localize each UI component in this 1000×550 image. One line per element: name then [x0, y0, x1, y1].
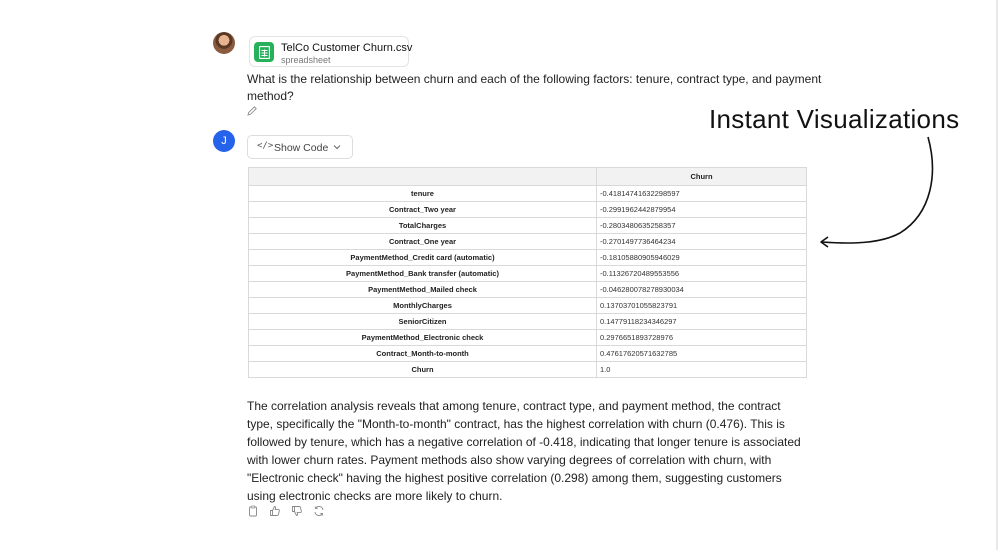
row-label: Contract_One year [249, 234, 597, 250]
row-label: PaymentMethod_Bank transfer (automatic) [249, 266, 597, 282]
row-value: 0.2976651893728976 [597, 330, 807, 346]
row-value: 0.47617620571632785 [597, 346, 807, 362]
row-value: -0.18105880905946029 [597, 250, 807, 266]
table-row [249, 234, 807, 250]
spreadsheet-icon [254, 42, 274, 62]
row-label: Churn [249, 362, 597, 378]
user-question: What is the relationship between churn and each of the following factors: tenure, contract type, and payment method? [247, 72, 822, 103]
correlation-table [248, 167, 807, 378]
row-value: 0.13703701055823791 [597, 298, 807, 314]
table-row [249, 346, 807, 362]
row-label: TotalCharges [249, 218, 597, 234]
table-row [249, 282, 807, 298]
attachment-file-name: TelCo Customer Churn.csv [281, 42, 413, 54]
row-value: -0.2701497736464234 [597, 234, 807, 250]
row-value: -0.41814741632298597 [597, 186, 807, 202]
table-header-churn: Churn [597, 168, 807, 186]
refresh-icon[interactable] [313, 505, 325, 517]
row-label: PaymentMethod_Electronic check [249, 330, 597, 346]
chevron-down-icon [333, 144, 341, 150]
table-header-index [249, 168, 597, 186]
row-value: -0.2803480635258357 [597, 218, 807, 234]
table-row [249, 202, 807, 218]
row-label: PaymentMethod_Mailed check [249, 282, 597, 298]
show-code-label: Show Code [274, 142, 329, 154]
table-row [249, 362, 807, 378]
table-row [249, 330, 807, 346]
thumbs-down-icon[interactable] [291, 505, 303, 517]
row-label: Contract_Month-to-month [249, 346, 597, 362]
row-label: PaymentMethod_Credit card (automatic) [249, 250, 597, 266]
table-row [249, 250, 807, 266]
attachment-card[interactable] [249, 36, 413, 67]
row-value: -0.2991962442879954 [597, 202, 807, 218]
window-right-edge [996, 0, 998, 550]
callout-heading: Instant Visualizations [709, 104, 960, 134]
row-label: MonthlyCharges [249, 298, 597, 314]
row-value: -0.11326720489553556 [597, 266, 807, 282]
row-value: -0.046280078278930034 [597, 282, 807, 298]
user-avatar [213, 32, 235, 54]
row-label: SeniorCitizen [249, 314, 597, 330]
code-icon: </> [257, 141, 274, 151]
assistant-avatar: J [213, 130, 235, 152]
table-header-row [249, 168, 807, 186]
row-label: tenure [249, 186, 597, 202]
table-row [249, 266, 807, 282]
table-row [249, 298, 807, 314]
show-code-button[interactable] [247, 135, 353, 159]
copy-icon[interactable] [247, 505, 259, 517]
assistant-answer: The correlation analysis reveals that among tenure, contract type, and payment method, the contract type, specifically the "Month-to-month" contract, has the highest correlation with churn (0.476). This is followed by tenure, which has a negative correlation of -0.418, indicating that longer tenure is associated with lower churn rates. Payment methods also show varying degrees of correlation with churn, with "Electronic check" having the highest positive correlation (0.298) among them, suggesting customers using electronic checks are more likely to churn. [247, 399, 801, 503]
attachment-file-type: spreadsheet [281, 55, 331, 65]
row-value: 1.0 [597, 362, 807, 378]
pencil-icon[interactable] [246, 105, 258, 117]
callout-arrow [810, 133, 940, 253]
table-row [249, 218, 807, 234]
row-label: Contract_Two year [249, 202, 597, 218]
thumbs-up-icon[interactable] [269, 505, 281, 517]
row-value: 0.14779118234346297 [597, 314, 807, 330]
table-row [249, 186, 807, 202]
table-row [249, 314, 807, 330]
